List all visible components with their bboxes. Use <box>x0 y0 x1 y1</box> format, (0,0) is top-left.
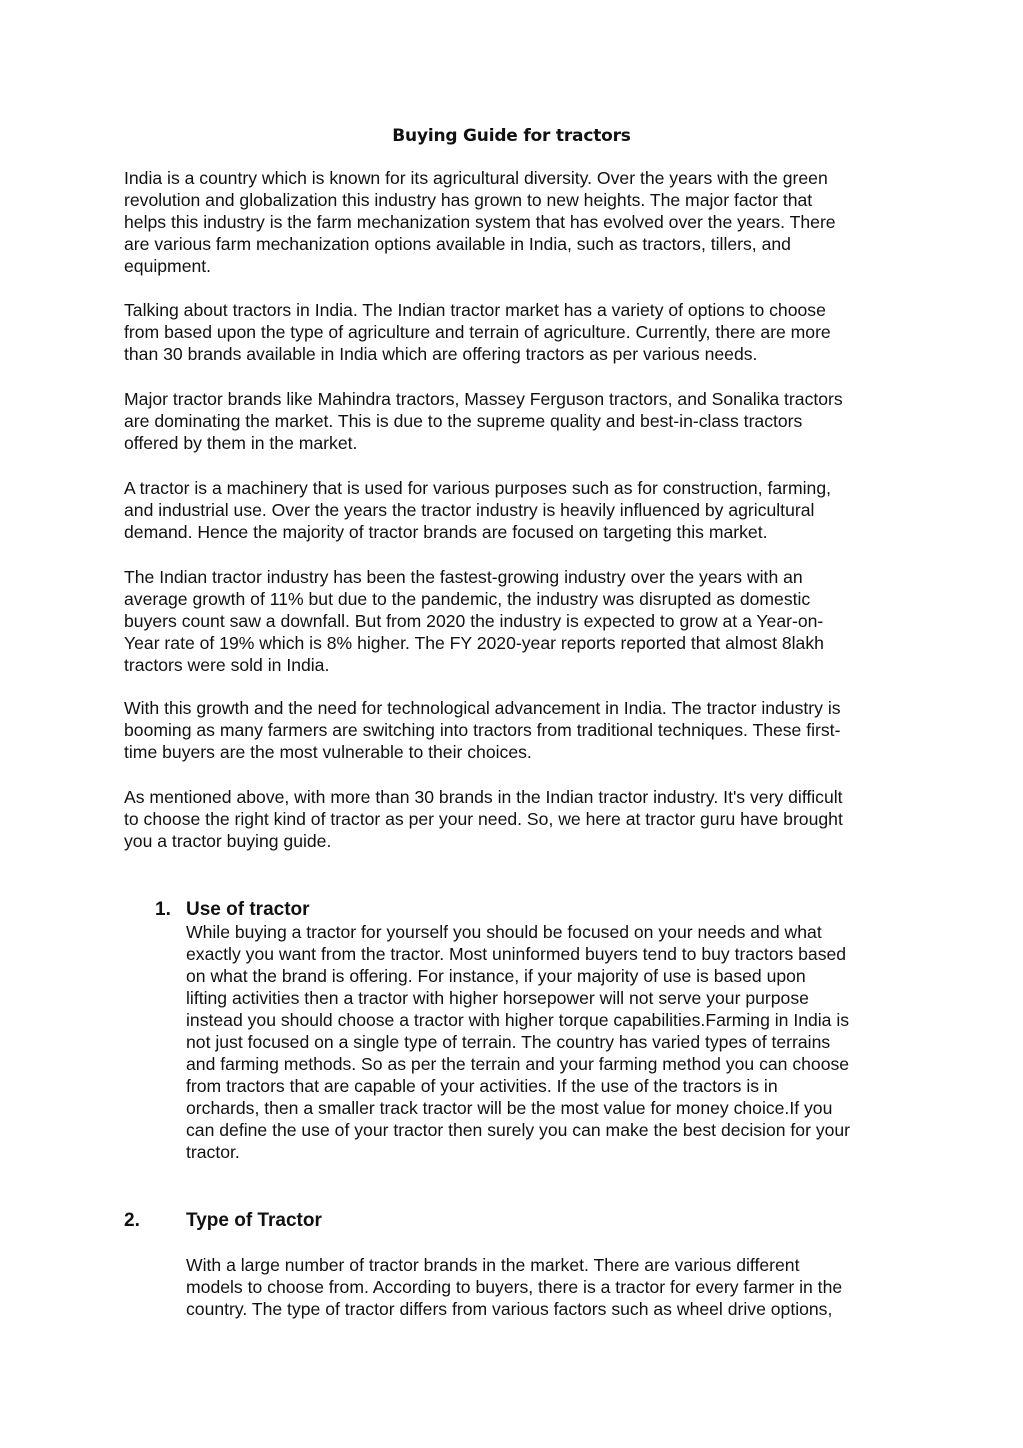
text-line: from tractors that are capable of your activities. If the use of the tractors is in <box>186 1076 778 1096</box>
text-line: you a tractor buying guide. <box>124 831 332 851</box>
text-line: lifting activities then a tractor with higher horsepower will not serve your purpose <box>186 988 809 1008</box>
text-line: exactly you want from the tractor. Most uninformed buyers tend to buy tractors based <box>186 944 847 964</box>
text-line: booming as many farmers are switching into tractors from traditional techniques. These first- <box>124 720 841 740</box>
text-line: Year rate of 19% which is 8% higher. The FY 2020-year reports reported that almost 8lakh <box>124 633 824 653</box>
paragraph-tractor-definition <box>124 477 914 543</box>
section-number: 2. <box>124 1210 140 1231</box>
paragraph-tractor-market <box>124 299 914 365</box>
text-line: buyers count saw a downfall. But from 2020 the industry is expected to grow at a Year-on- <box>124 611 824 631</box>
text-line: Talking about tractors in India. The Indian tractor market has a variety of options to choose <box>124 300 826 320</box>
text-line: revolution and globalization this industry has grown to new heights. The major factor that <box>124 190 813 210</box>
document-title: Buying Guide for tractors <box>392 126 631 146</box>
text-line: demand. Hence the majority of tractor brands are focused on targeting this market. <box>124 522 768 542</box>
paragraph-major-brands <box>124 388 914 454</box>
text-line: instead you should choose a tractor with higher torque capabilities.Farming in India is <box>186 1010 850 1030</box>
text-line: than 30 brands available in India which are offering tractors as per various needs. <box>124 344 758 364</box>
text-line: helps this industry is the farm mechanization system that has evolved over the years. There <box>124 212 836 232</box>
text-line: and industrial use. Over the years the tractor industry is heavily influenced by agricultural <box>124 500 815 520</box>
text-line: tractor. <box>186 1142 240 1162</box>
text-line: average growth of 11% but due to the pandemic, the industry was disrupted as domestic <box>124 589 811 609</box>
section-heading-use-of-tractor: Use of tractor <box>186 899 310 920</box>
section-number: 1. <box>155 899 171 920</box>
section-body-use-of-tractor <box>186 921 916 1163</box>
text-line: A tractor is a machinery that is used for various purposes such as for construction, farming, <box>124 478 831 498</box>
section-heading-type-of-tractor: Type of Tractor <box>186 1210 322 1231</box>
text-line: country. The type of tractor differs from various factors such as wheel drive options, <box>186 1299 833 1319</box>
text-line: models to choose from. According to buyers, there is a tractor for every farmer in the <box>186 1277 843 1297</box>
text-line: not just focused on a single type of terrain. The country has varied types of terrains <box>186 1032 831 1052</box>
text-line: orchards, then a smaller track tractor will be the most value for money choice.If you <box>186 1098 833 1118</box>
text-line: are various farm mechanization options available in India, such as tractors, tillers, and <box>124 234 791 254</box>
text-line: equipment. <box>124 256 212 276</box>
text-line: While buying a tractor for yourself you should be focused on your needs and what <box>186 922 822 942</box>
text-line: India is a country which is known for its agricultural diversity. Over the years with the green <box>124 168 828 188</box>
text-line: offered by them in the market. <box>124 433 358 453</box>
text-line: from based upon the type of agriculture and terrain of agriculture. Currently, there are more <box>124 322 831 342</box>
text-line: As mentioned above, with more than 30 brands in the Indian tractor industry. It's very difficult <box>124 787 843 807</box>
text-line: time buyers are the most vulnerable to their choices. <box>124 742 532 762</box>
paragraph-intro <box>124 167 914 277</box>
text-line: are dominating the market. This is due to the supreme quality and best-in-class tractors <box>124 411 803 431</box>
text-line: Major tractor brands like Mahindra tractors, Massey Ferguson tractors, and Sonalika tractors <box>124 389 843 409</box>
paragraph-industry-growth <box>124 566 914 676</box>
text-line: can define the use of your tractor then surely you can make the best decision for your <box>186 1120 851 1140</box>
text-line: The Indian tractor industry has been the fastest-growing industry over the years with an <box>124 567 803 587</box>
text-line: With this growth and the need for technological advancement in India. The tractor industry is <box>124 698 841 718</box>
text-line: to choose the right kind of tractor as per your need. So, we here at tractor guru have brought <box>124 809 843 829</box>
paragraph-technology <box>124 697 914 763</box>
text-line: With a large number of tractor brands in the market. There are various different <box>186 1255 800 1275</box>
section-body-type-of-tractor <box>186 1254 916 1320</box>
paragraph-buying-guide-intro <box>124 786 914 852</box>
text-line: and farming methods. So as per the terrain and your farming method you can choose <box>186 1054 850 1074</box>
text-line: on what the brand is offering. For instance, if your majority of use is based upon <box>186 966 806 986</box>
text-line: tractors were sold in India. <box>124 655 330 675</box>
